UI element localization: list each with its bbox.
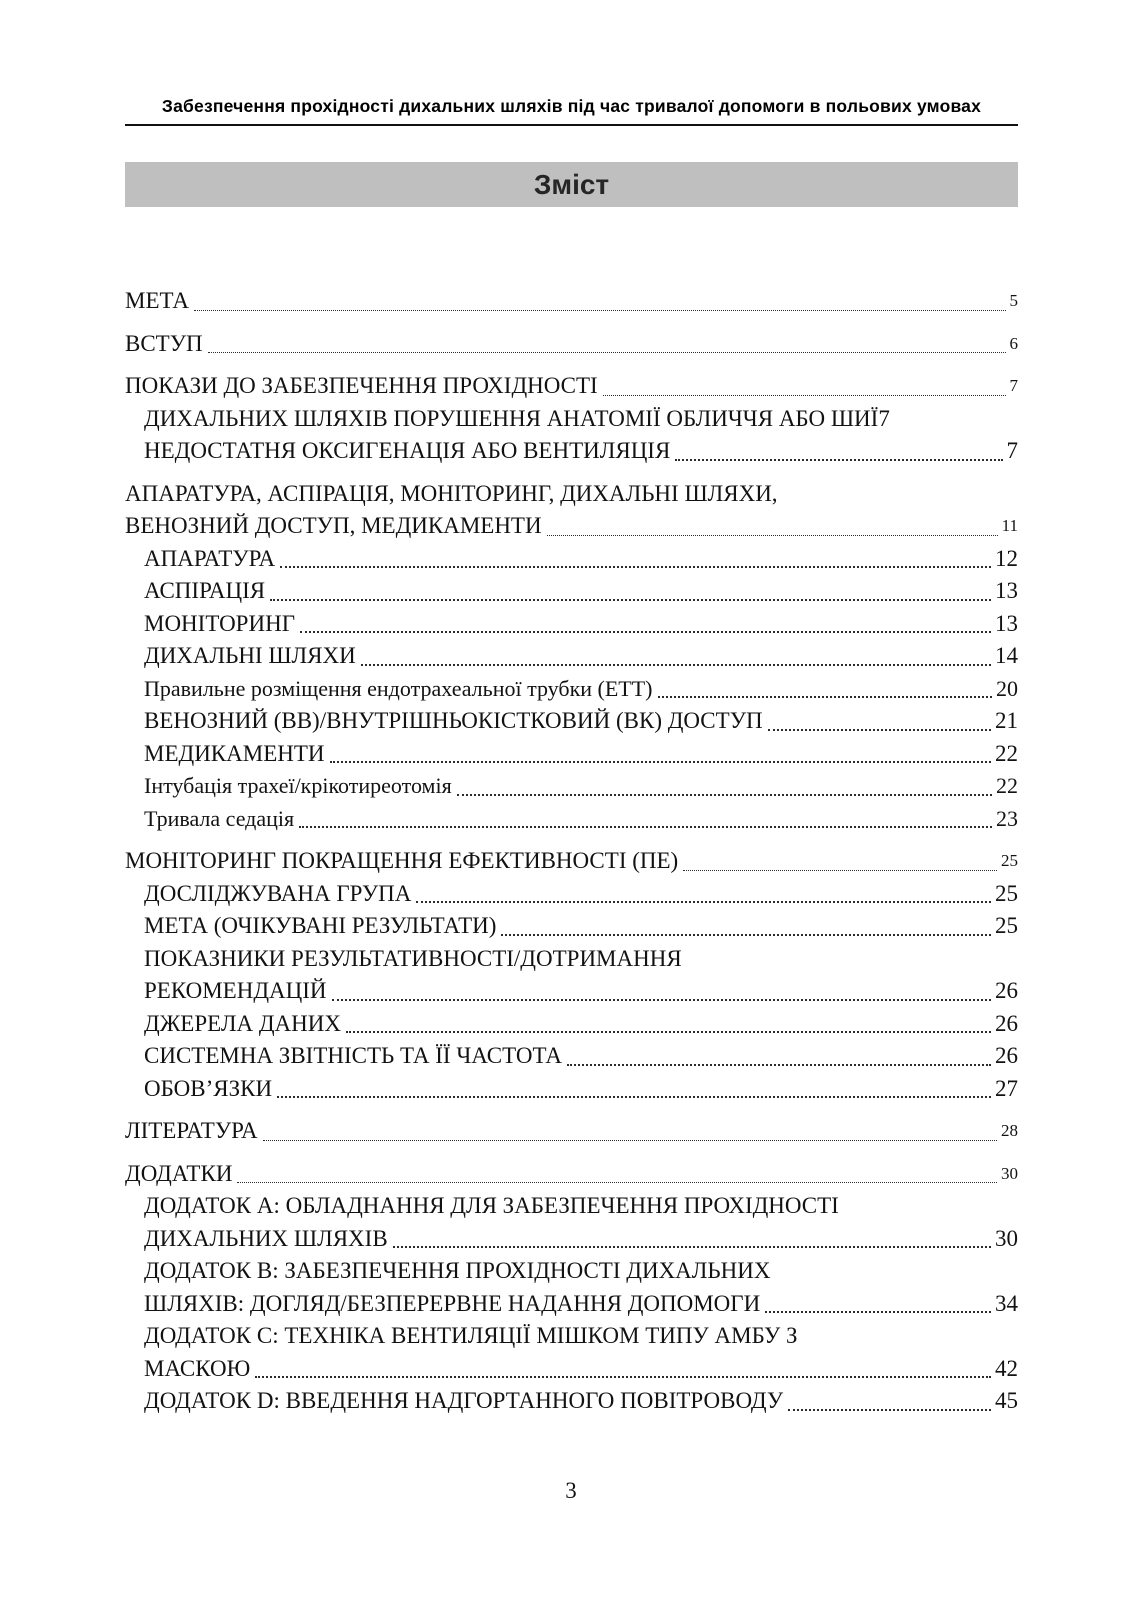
toc-page-number: 23 (996, 805, 1018, 831)
toc-entry[interactable] (144, 640, 1018, 673)
toc-entry-line (144, 943, 1018, 976)
toc-entry-text: ДОДАТОК B: ЗАБЕЗПЕЧЕННЯ ПРОХІДНОСТІ ДИХАЛЬНИХ (144, 1258, 771, 1283)
toc-entry-line (144, 1008, 1018, 1041)
toc-entry[interactable] (144, 1320, 1018, 1385)
toc-page-number: 13 (995, 578, 1018, 603)
toc-dot-leader (393, 1246, 991, 1248)
toc-page-number: 20 (996, 675, 1018, 701)
toc-entry-line (125, 1158, 1018, 1191)
toc-page-number: 22 (996, 773, 1018, 798)
toc-entry-text: АПАРАТУРА (144, 545, 276, 571)
toc-page-number: 34 (995, 1290, 1018, 1316)
toc-page-number: 30 (1001, 1163, 1018, 1183)
running-header: Забезпечення прохідності дихальних шляхів під час тривалої допомоги в польових умовах (125, 96, 1018, 126)
toc-entry[interactable] (125, 1158, 1018, 1191)
toc-entry-text: ШЛЯХІВ: ДОГЛЯД/БЕЗПЕРЕРВНЕ НАДАННЯ ДОПОМОГИ (144, 1290, 761, 1316)
toc-entry[interactable] (144, 1255, 1018, 1320)
toc-entry-line (125, 1115, 1018, 1148)
toc-entry-text: ДОДАТКИ (125, 1160, 233, 1186)
toc-entry-text: ДИХАЛЬНИХ ШЛЯХІВ ПОРУШЕННЯ АНАТОМІЇ ОБЛИЧЧЯ АБО ШИЇ (144, 405, 879, 431)
toc-entry-line (144, 1223, 1018, 1256)
toc-dot-leader (765, 1311, 991, 1313)
toc-entry[interactable] (144, 1073, 1018, 1106)
toc-entry-text: ОБОВ’ЯЗКИ (144, 1075, 273, 1101)
toc-dot-leader (603, 395, 1006, 396)
toc-dot-leader (346, 1031, 991, 1033)
toc-entry[interactable] (144, 608, 1018, 641)
toc-dot-leader (280, 566, 991, 568)
toc-dot-leader (457, 794, 992, 796)
toc-entry-text: МОНІТОРИНГ ПОКРАЩЕННЯ ЕФЕКТИВНОСТІ (ПЕ) (125, 848, 679, 873)
toc-dot-leader (330, 761, 991, 763)
toc-page-number: 7 (1006, 438, 1018, 463)
toc-entry-text: ВЕНОЗНИЙ ДОСТУП, МЕДИКАМЕНТИ (125, 513, 542, 538)
toc-entry[interactable] (125, 328, 1018, 361)
toc-page-number: 13 (995, 610, 1018, 636)
toc-dot-leader (270, 599, 991, 601)
toc-entry[interactable] (144, 1008, 1018, 1041)
toc-entry-line (144, 878, 1018, 911)
toc-page-number: 42 (995, 1355, 1018, 1381)
toc-entry-text: РЕКОМЕНДАЦІЙ (144, 978, 327, 1003)
toc-page-number: 25 (1001, 851, 1018, 870)
toc-entry-text: ДОДАТОК A: ОБЛАДНАННЯ ДЛЯ ЗАБЕЗПЕЧЕННЯ ПРОХІДНОСТІ (144, 1193, 839, 1218)
toc-entry-line (125, 510, 1018, 543)
toc-dot-leader (683, 870, 997, 871)
toc-entry-line (144, 1255, 1018, 1288)
toc-dot-leader (194, 310, 1005, 311)
toc-page-number: 26 (995, 978, 1018, 1003)
toc-entry-text: МАСКОЮ (144, 1355, 251, 1381)
toc-list (125, 285, 1018, 1418)
toc-entry-text: МЕТА (ОЧІКУВАНІ РЕЗУЛЬТАТИ) (144, 913, 497, 938)
toc-entry-line (144, 608, 1018, 641)
toc-page-number: 5 (1009, 291, 1018, 310)
toc-page-number: 45 (995, 1388, 1018, 1413)
toc-entry[interactable] (144, 575, 1018, 608)
toc-dot-leader (300, 631, 991, 633)
toc-entry[interactable] (125, 845, 1018, 878)
toc-entry[interactable] (144, 403, 1018, 436)
toc-dot-leader (277, 1096, 991, 1098)
toc-entry-text: ДОДАТОК D: ВВЕДЕННЯ НАДГОРТАННОГО ПОВІТРОВОДУ (144, 1388, 784, 1413)
toc-page-number: 7 (878, 405, 890, 431)
toc-page-number: 25 (995, 880, 1018, 906)
toc-page-number: 6 (1009, 333, 1018, 353)
toc-dot-leader (567, 1064, 991, 1066)
toc-entry-text: Інтубація трахеї/крікотиреотомія (144, 773, 452, 798)
toc-title-banner (125, 162, 1018, 207)
toc-page-number: 7 (1009, 376, 1018, 395)
toc-entry-line (125, 845, 1018, 878)
toc-entry-line (144, 738, 1018, 771)
toc-entry-text: АСПІРАЦІЯ (144, 578, 266, 603)
toc-entry-line (125, 328, 1018, 361)
toc-entry[interactable] (144, 803, 1018, 836)
toc-entry[interactable] (144, 910, 1018, 943)
toc-entry[interactable] (144, 1190, 1018, 1255)
toc-entry-line (144, 1190, 1018, 1223)
toc-entry-text: ПОКАЗИ ДО ЗАБЕЗПЕЧЕННЯ ПРОХІДНОСТІ (125, 373, 598, 398)
toc-entry-text: МЕДИКАМЕНТИ (144, 740, 325, 766)
toc-page-number: 12 (995, 545, 1018, 571)
toc-dot-leader (547, 535, 998, 536)
toc-dot-leader (263, 1140, 997, 1141)
toc-page-number: 11 (1001, 516, 1018, 535)
toc-entry-text: МОНІТОРИНГ (144, 610, 295, 636)
toc-entry-line (144, 403, 1018, 436)
toc-entry-text: ДОСЛІДЖУВАНА ГРУПА (144, 880, 412, 906)
toc-entry-text: Тривала седація (144, 805, 295, 831)
toc-entry[interactable] (144, 943, 1018, 1008)
toc-entry-line (144, 1040, 1018, 1073)
toc-dot-leader (237, 1182, 997, 1183)
toc-dot-leader (675, 459, 1002, 461)
toc-entry-text: ВЕНОЗНИЙ (ВВ)/ВНУТРІШНЬОКІСТКОВИЙ (ВК) ДОСТУП (144, 708, 763, 733)
toc-entry-text: ДОДАТОК C: ТЕХНІКА ВЕНТИЛЯЦІЇ МІШКОМ ТИПУ АМБУ З (144, 1323, 798, 1348)
toc-dot-leader (332, 999, 991, 1001)
toc-entry-line (144, 910, 1018, 943)
toc-entry[interactable] (144, 705, 1018, 738)
toc-entry-line (144, 1288, 1018, 1321)
toc-entry-line (125, 478, 1018, 511)
toc-page-number: 14 (995, 643, 1018, 668)
toc-entry-line (144, 640, 1018, 673)
toc-entry-text: ДИХАЛЬНІ ШЛЯХИ (144, 643, 356, 668)
toc-dot-leader (299, 826, 992, 828)
toc-entry[interactable] (125, 370, 1018, 403)
toc-entry[interactable] (144, 543, 1018, 576)
toc-page-number: 25 (995, 913, 1018, 938)
toc-entry-text: Правильне розміщення ендотрахеальної трубки (ЕТТ) (144, 675, 653, 701)
toc-entry-text: ДЖЕРЕЛА ДАНИХ (144, 1010, 341, 1036)
toc-dot-leader (255, 1376, 991, 1378)
toc-entry-line (125, 285, 1018, 318)
toc-page-number: 22 (995, 740, 1018, 766)
toc-dot-leader (788, 1409, 991, 1411)
toc-entry-line (144, 770, 1018, 803)
toc-entry-text: ДИХАЛЬНИХ ШЛЯХІВ (144, 1225, 388, 1251)
toc-entry-line (144, 975, 1018, 1008)
toc-entry[interactable] (125, 285, 1018, 318)
toc-title: Зміст (533, 168, 610, 200)
toc-page-number: 26 (995, 1010, 1018, 1036)
toc-entry-line (144, 803, 1018, 836)
toc-dot-leader (416, 901, 991, 903)
toc-entry-line (144, 673, 1018, 706)
toc-entry[interactable] (144, 738, 1018, 771)
toc-entry-line (125, 370, 1018, 403)
toc-dot-leader (361, 664, 991, 666)
toc-entry-line (144, 1385, 1018, 1418)
toc-entry[interactable] (144, 878, 1018, 911)
toc-entry-text: СИСТЕМНА ЗВІТНІСТЬ ТА ЇЇ ЧАСТОТА (144, 1043, 562, 1068)
toc-page-number: 26 (995, 1043, 1018, 1068)
toc-page-number: 28 (1001, 1121, 1018, 1140)
toc-entry-line (144, 1320, 1018, 1353)
toc-entry-line (144, 705, 1018, 738)
toc-entry-line (144, 543, 1018, 576)
toc-entry-text: АПАРАТУРА, АСПІРАЦІЯ, МОНІТОРИНГ, ДИХАЛЬНІ ШЛЯХИ, (125, 480, 778, 506)
footer-page-number: 3 (565, 1478, 577, 1503)
toc-entry-text: НЕДОСТАТНЯ ОКСИГЕНАЦІЯ АБО ВЕНТИЛЯЦІЯ (144, 438, 671, 463)
toc-entry-line (144, 1353, 1018, 1386)
toc-entry-text: ЛІТЕРАТУРА (125, 1118, 258, 1143)
toc-entry-line (144, 1073, 1018, 1106)
toc-dot-leader (658, 696, 992, 698)
toc-entry-text: ВСТУП (125, 330, 203, 356)
toc-entry[interactable] (144, 435, 1018, 468)
toc-page-number: 30 (995, 1225, 1018, 1251)
toc-entry[interactable] (125, 1115, 1018, 1148)
toc-entry[interactable] (144, 1040, 1018, 1073)
toc-entry-text: МЕТА (125, 288, 190, 313)
toc-dot-leader (501, 934, 991, 936)
toc-entry[interactable] (144, 673, 1018, 706)
toc-entry-line (144, 575, 1018, 608)
toc-entry[interactable] (144, 1385, 1018, 1418)
toc-dot-leader (768, 729, 991, 731)
toc-page-number: 27 (995, 1075, 1018, 1101)
toc-entry-text: ПОКАЗНИКИ РЕЗУЛЬТАТИВНОСТІ/ДОТРИМАННЯ (144, 945, 682, 971)
toc-entry[interactable] (144, 770, 1018, 803)
toc-entry[interactable] (125, 478, 1018, 543)
toc-entry-line (144, 435, 1018, 468)
toc-dot-leader (208, 352, 1006, 353)
toc-page-number: 21 (995, 708, 1018, 733)
